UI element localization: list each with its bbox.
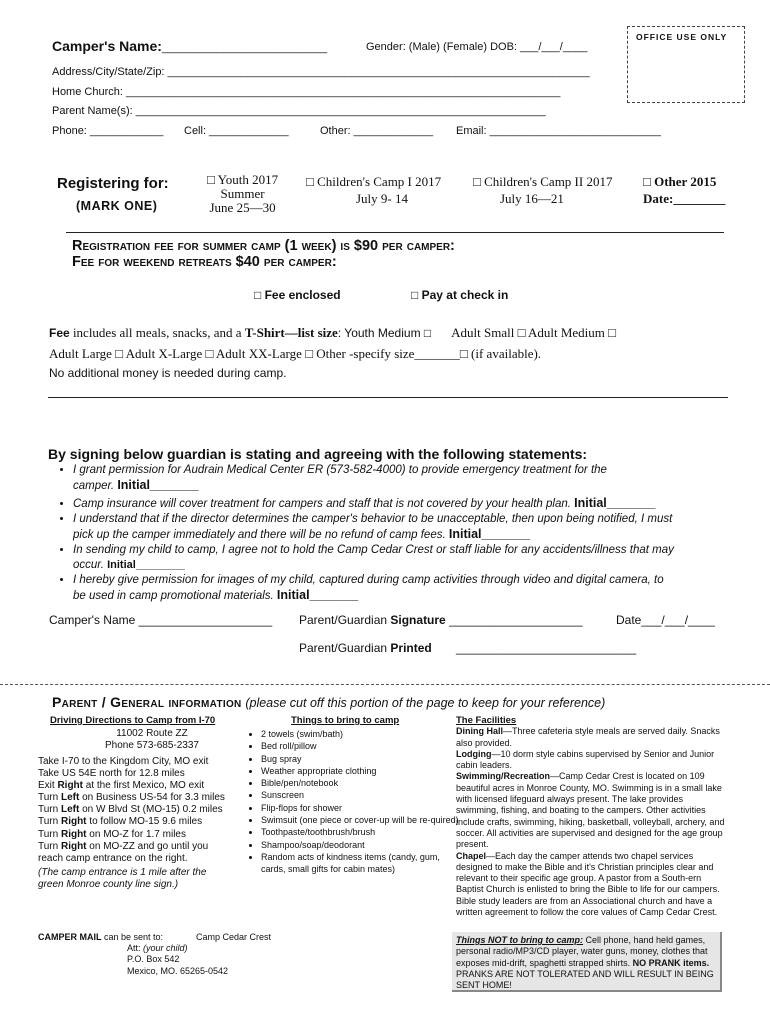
- info-title: Parent / General information: [52, 694, 242, 710]
- no-prank-text: PRANKS ARE NOT TOLERATED AND WILL RESULT IN BEING SENT HOME!: [456, 968, 714, 991]
- guardian-printed-blank[interactable]: ___________________________: [456, 641, 637, 655]
- agreement-list: [59, 463, 753, 604]
- facility-dining: [456, 726, 726, 749]
- option-youth-title: □ Youth 2017: [207, 172, 279, 187]
- bring-item: • 2 towels (swim/bath): [261, 728, 461, 740]
- facility-chapel: [456, 851, 726, 919]
- camper-mail-address: [127, 943, 228, 977]
- direction-step: Turn Right on MO-ZZ and go until you: [38, 840, 209, 852]
- direction-step: reach camp entrance on the right.: [38, 852, 188, 864]
- parent-names-field[interactable]: Parent Name(s): ___________________________________________________________________: [52, 105, 546, 117]
- bring-item: • Random acts of kindness items (candy, gum, cards, small gifts for cabin mates): [261, 851, 461, 876]
- guardian-signature-bold: Signature: [390, 613, 446, 627]
- no-additional-money: No additional money is needed during camp.: [49, 366, 287, 380]
- initial-field-3[interactable]: Initial_______: [448, 527, 531, 541]
- camper-mail-box: P.O. Box 542: [127, 954, 180, 965]
- agreement-text-1: I grant permission for Audrain Medical Center ER (573-582-4000) to provide emergency treatment for the: [73, 464, 607, 476]
- campers-name-label: Camper's Name:: [52, 38, 162, 54]
- campers-name-field[interactable]: ___________________________: [161, 42, 328, 54]
- facilities-section: [456, 715, 726, 918]
- chapel-text: —Each day the camper attends two chapel services designed to make the Bible and it's Christian principles clear and relevant to their specific age group. A pastor from a South-ern Baptist Church is enlisted to bring the Bible to life for our campers. Bible study leaders are from an Associational church and have a written agreement to follow the core values of Camp Cedar Crest.: [456, 850, 720, 918]
- agreement-text-5: I hereby give permission for images of my child, captured during camp activities through video and digital camera, to: [73, 574, 664, 586]
- tshirt-fee-word: Fee: [49, 326, 70, 340]
- bring-item: • Sunscreen: [261, 789, 461, 801]
- campers-name-row: [52, 38, 327, 54]
- agreement-text-1b: camper.: [73, 480, 115, 492]
- guardian-signature-blank: ____________________: [445, 613, 583, 627]
- directions-note-2: green Monroe county line sign.): [38, 879, 179, 891]
- office-use-label: OFFICE USE ONLY: [636, 32, 728, 42]
- agreement-item-4: [73, 543, 753, 573]
- pay-at-checkin-checkbox[interactable]: □ Pay at check in: [411, 288, 509, 302]
- agreement-title: By signing below guardian is stating and agreeing with the following statements:: [48, 446, 588, 462]
- fee-summer: Registration fee for summer camp (1 week) is $90 per camper:: [72, 238, 455, 254]
- directions-note: [38, 867, 206, 891]
- home-church-field[interactable]: Home Church: _______________________________________________________________________: [52, 86, 561, 98]
- camper-mail-line: [38, 932, 163, 942]
- camper-mail-intro: can be sent to:: [101, 932, 164, 942]
- info-subtitle: (please cut off this portion of the page to keep for your reference): [245, 696, 606, 710]
- agreement-item-2: [73, 496, 753, 512]
- not-to-bring-box: [452, 932, 722, 992]
- not-to-bring-label: Things NOT to bring to camp:: [456, 935, 583, 945]
- not-to-bring-text: Cell phone, hand held games, personal radio/MP3/CD player, water guns, money, clothes that exposes mid-drift, spaghetti strapped shirts.: [456, 935, 708, 968]
- lodging-text: —10 dorm style cabins supervised by Senior and Junior cabin leaders.: [456, 748, 715, 771]
- agreement-item-3: [73, 512, 753, 543]
- agreement-text-4: In sending my child to camp, I agree not to hold the Camp Cedar Crest or staff liable for any accidents/illness that may: [73, 544, 674, 556]
- option-camp-1[interactable]: [306, 173, 441, 207]
- tshirt-size-row-2[interactable]: Adult Large □ Adult X-Large □ Adult XX-Large □ Other -specify size_______□ (if available).: [49, 346, 542, 361]
- dining-text: —Three cafeteria style meals are served daily. Snacks also provided.: [456, 726, 720, 748]
- tshirt-includes-text: includes all meals, snacks, and a: [69, 325, 245, 340]
- guardian-printed-field[interactable]: [299, 641, 432, 655]
- guardian-signature-field[interactable]: [299, 613, 583, 627]
- phone-field[interactable]: Phone: ____________: [52, 125, 164, 137]
- bring-item: • Bible/pen/notebook: [261, 777, 461, 789]
- facility-swimming: [456, 771, 726, 850]
- lodging-label: Lodging: [456, 748, 492, 759]
- swimming-text: —Camp Cedar Crest is located on 109 beautiful acres in Monroe County, MO. Swimming is in a small lake with licensed lifeguard always present. The lake provides swimming, fishing, and boating to the campers. Other activities include crafts, swimming, hiking, basketball, volleyball, archery, and soccer. All activities are supervised and designed for the age group present.: [456, 771, 725, 850]
- direction-step: Turn Right to follow MO-15 9.6 miles: [38, 816, 203, 828]
- agreement-text-3b: pick up the camper immediately and there will be no refund of camp fees.: [73, 529, 446, 541]
- option-youth[interactable]: [207, 173, 278, 215]
- tshirt-list-size-label: T-Shirt—list size: [244, 325, 338, 340]
- bring-list: [247, 728, 461, 876]
- gender-dob-field[interactable]: Gender: (Male) (Female) DOB: ___/___/____: [366, 41, 588, 53]
- tshirt-adult-small-medium[interactable]: Adult Small □ Adult Medium □: [451, 325, 617, 340]
- initial-field-2[interactable]: Initial_______: [574, 496, 656, 510]
- bring-item: • Swimsuit (one piece or cover-up will be re-quired): [261, 814, 461, 826]
- fee-weekend: Fee for weekend retreats $40 per camper:: [72, 254, 337, 270]
- option-other-title: □ Other 2015: [643, 174, 717, 189]
- fee-enclosed-checkbox[interactable]: □ Fee enclosed: [254, 288, 341, 302]
- bring-item: • Flip-flops for shower: [261, 802, 461, 814]
- info-header: [52, 694, 605, 710]
- bring-item: • Weather appropriate clothing: [261, 765, 461, 777]
- cell-field[interactable]: Cell: _____________: [184, 125, 289, 137]
- option-youth-season: Summer: [220, 186, 265, 201]
- signature-date-field[interactable]: Date___/___/____: [616, 613, 715, 627]
- facility-lodging: [456, 749, 726, 772]
- address-field[interactable]: Address/City/State/Zip: _____________________________________________________________________: [52, 66, 590, 78]
- direction-step: Exit Right at the first Mexico, MO exit: [38, 780, 205, 792]
- other-phone-field[interactable]: Other: _____________: [320, 125, 434, 137]
- guardian-signature-label: Parent/Guardian: [299, 613, 391, 627]
- camp-street-address: 11002 Route ZZ: [116, 728, 188, 739]
- divider-fees: [66, 232, 724, 233]
- no-prank-label: NO PRANK items.: [632, 957, 710, 968]
- camper-mail-name: Camp Cedar Crest: [196, 932, 272, 942]
- option-other[interactable]: [643, 173, 725, 207]
- directions-heading: Driving Directions to Camp from I-70: [50, 715, 216, 726]
- office-use-box: [627, 26, 745, 103]
- tshirt-youth-medium[interactable]: : Youth Medium □: [337, 326, 432, 340]
- bring-item: • Shampoo/soap/deodorant: [261, 839, 461, 851]
- bring-item: • Toothpaste/toothbrush/brush: [261, 826, 461, 838]
- cut-line: [0, 684, 770, 685]
- agreement-item-1: [73, 463, 753, 494]
- bring-item: • Bug spray: [261, 753, 461, 765]
- chapel-label: Chapel: [456, 850, 487, 861]
- guardian-printed-label: Parent/Guardian: [299, 641, 391, 655]
- swimming-label: Swimming/Recreation: [456, 771, 551, 782]
- camp-phone: Phone 573-685-2337: [105, 740, 199, 751]
- email-field[interactable]: Email: ____________________________: [456, 125, 661, 137]
- agreement-text-4b: occur.: [73, 559, 104, 571]
- option-other-date: Date:________: [643, 191, 726, 206]
- registering-for-label: Registering for:: [57, 175, 169, 192]
- direction-step: Turn Right on MO-Z for 1.7 miles: [38, 828, 186, 840]
- option-camp-1-title: □ Children's Camp I 2017: [306, 174, 442, 189]
- camper-mail-att: Att: (your child): [127, 943, 188, 953]
- camper-mail-label: CAMPER MAIL: [38, 932, 102, 942]
- guardian-printed-bold: Printed: [390, 641, 432, 655]
- facilities-heading: The Facilities: [456, 715, 517, 726]
- directions-address: [97, 728, 207, 752]
- initial-field-1[interactable]: Initial_______: [117, 478, 199, 492]
- direction-step: Turn Left on Business US-54 for 3.3 miles: [38, 792, 225, 804]
- option-camp-2-dates: July 16—21: [500, 191, 564, 206]
- direction-step: Turn Left on W Blvd St (MO-15) 0.2 miles: [38, 804, 223, 816]
- camper-mail-city: Mexico, MO. 65265-0542: [127, 965, 229, 976]
- mark-one-label: (MARK ONE): [76, 199, 158, 213]
- tshirt-size-row-1: [49, 325, 616, 341]
- direction-step: Take US 54E north for 12.8 miles: [38, 768, 185, 780]
- option-camp-1-dates: July 9- 14: [356, 191, 408, 206]
- agreement-text-3: I understand that if the director determines the camper's behavior to be unacceptable, then upon being notified, I must: [73, 513, 673, 525]
- divider-agreement: [48, 397, 728, 398]
- agreement-text-5b: be used in camp promotional materials.: [73, 590, 274, 602]
- agreement-text-2: Camp insurance will cover treatment for campers and staff that is not covered by your health plan.: [73, 498, 571, 510]
- initial-field-4[interactable]: Initial________: [107, 559, 185, 571]
- directions-steps: [38, 756, 225, 865]
- signature-campers-name[interactable]: Camper's Name ____________________: [49, 613, 273, 627]
- agreement-item-5: [73, 573, 753, 604]
- bring-item: • Bed roll/pillow: [261, 740, 461, 752]
- option-youth-dates: June 25—30: [209, 200, 276, 215]
- option-camp-2[interactable]: [473, 173, 612, 207]
- initial-field-5[interactable]: Initial_______: [276, 588, 359, 602]
- directions-note-1: (The camp entrance is 1 mile after the: [38, 867, 207, 878]
- option-camp-2-title: □ Children's Camp II 2017: [473, 174, 613, 189]
- direction-step: Take I-70 to the Kingdom City, MO exit: [38, 756, 209, 767]
- bring-heading: Things to bring to camp: [291, 715, 400, 726]
- dining-label: Dining Hall: [456, 726, 503, 737]
